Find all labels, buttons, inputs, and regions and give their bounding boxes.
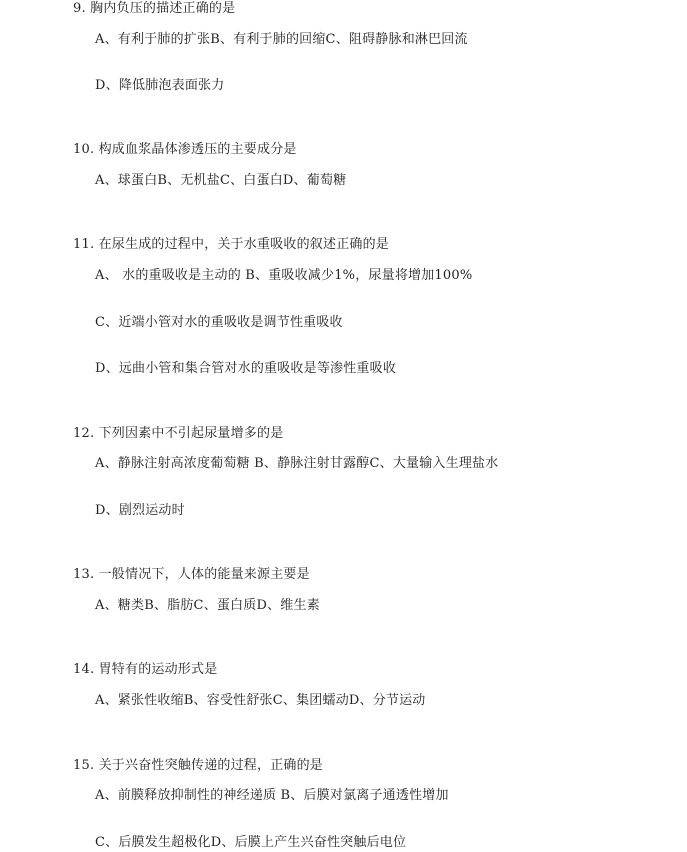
question-11-options-line-1: A、 水的重吸收是主动的 B、重吸收减少1%，尿量将增加100% [95,268,473,283]
question-11-stem: 11. 在尿生成的过程中，关于水重吸收的叙述正确的是 [73,237,390,252]
question-14-stem: 14. 胃特有的运动形式是 [73,662,218,677]
question-10-options-line-1: A、球蛋白B、无机盐C、白蛋白D、葡萄糖 [95,173,347,188]
question-13-options-line-1: A、糖类B、脂肪C、蛋白质D、维生素 [95,598,320,613]
question-15-options-line-2: C、后膜发生超极化D、后膜上产生兴奋性突触后电位 [95,835,407,850]
question-12-stem: 12. 下列因素中不引起尿量增多的是 [73,426,284,441]
question-11-options-line-3: D、远曲小管和集合管对水的重吸收是等渗性重吸收 [95,361,397,376]
question-9-options-line-1: A、有利于肺的扩张B、有利于肺的回缩C、阻碍静脉和淋巴回流 [95,32,468,47]
question-14-options-line-1: A、紧张性收缩B、容受性舒张C、集团蠕动D、分节运动 [95,693,426,708]
question-12-options-line-2: D、剧烈运动时 [95,503,185,518]
question-15-options-line-1: A、前膜释放抑制性的神经递质 B、后膜对氯离子通透性增加 [95,788,449,803]
question-11-options-line-2: C、近端小管对水的重吸收是调节性重吸收 [95,315,343,330]
question-9-options-line-2: D、降低肺泡表面张力 [95,78,225,93]
question-15-stem: 15. 关于兴奋性突触传递的过程，正确的是 [73,758,324,773]
question-13-stem: 13. 一般情况下，人体的能量来源主要是 [73,567,310,582]
question-12-options-line-1: A、静脉注射高浓度葡萄糖 B、静脉注射甘露醇C、大量输入生理盐水 [95,456,499,471]
question-9-stem: 9. 胸内负压的描述正确的是 [73,1,236,16]
question-10-stem: 10. 构成血浆晶体渗透压的主要成分是 [73,142,297,157]
